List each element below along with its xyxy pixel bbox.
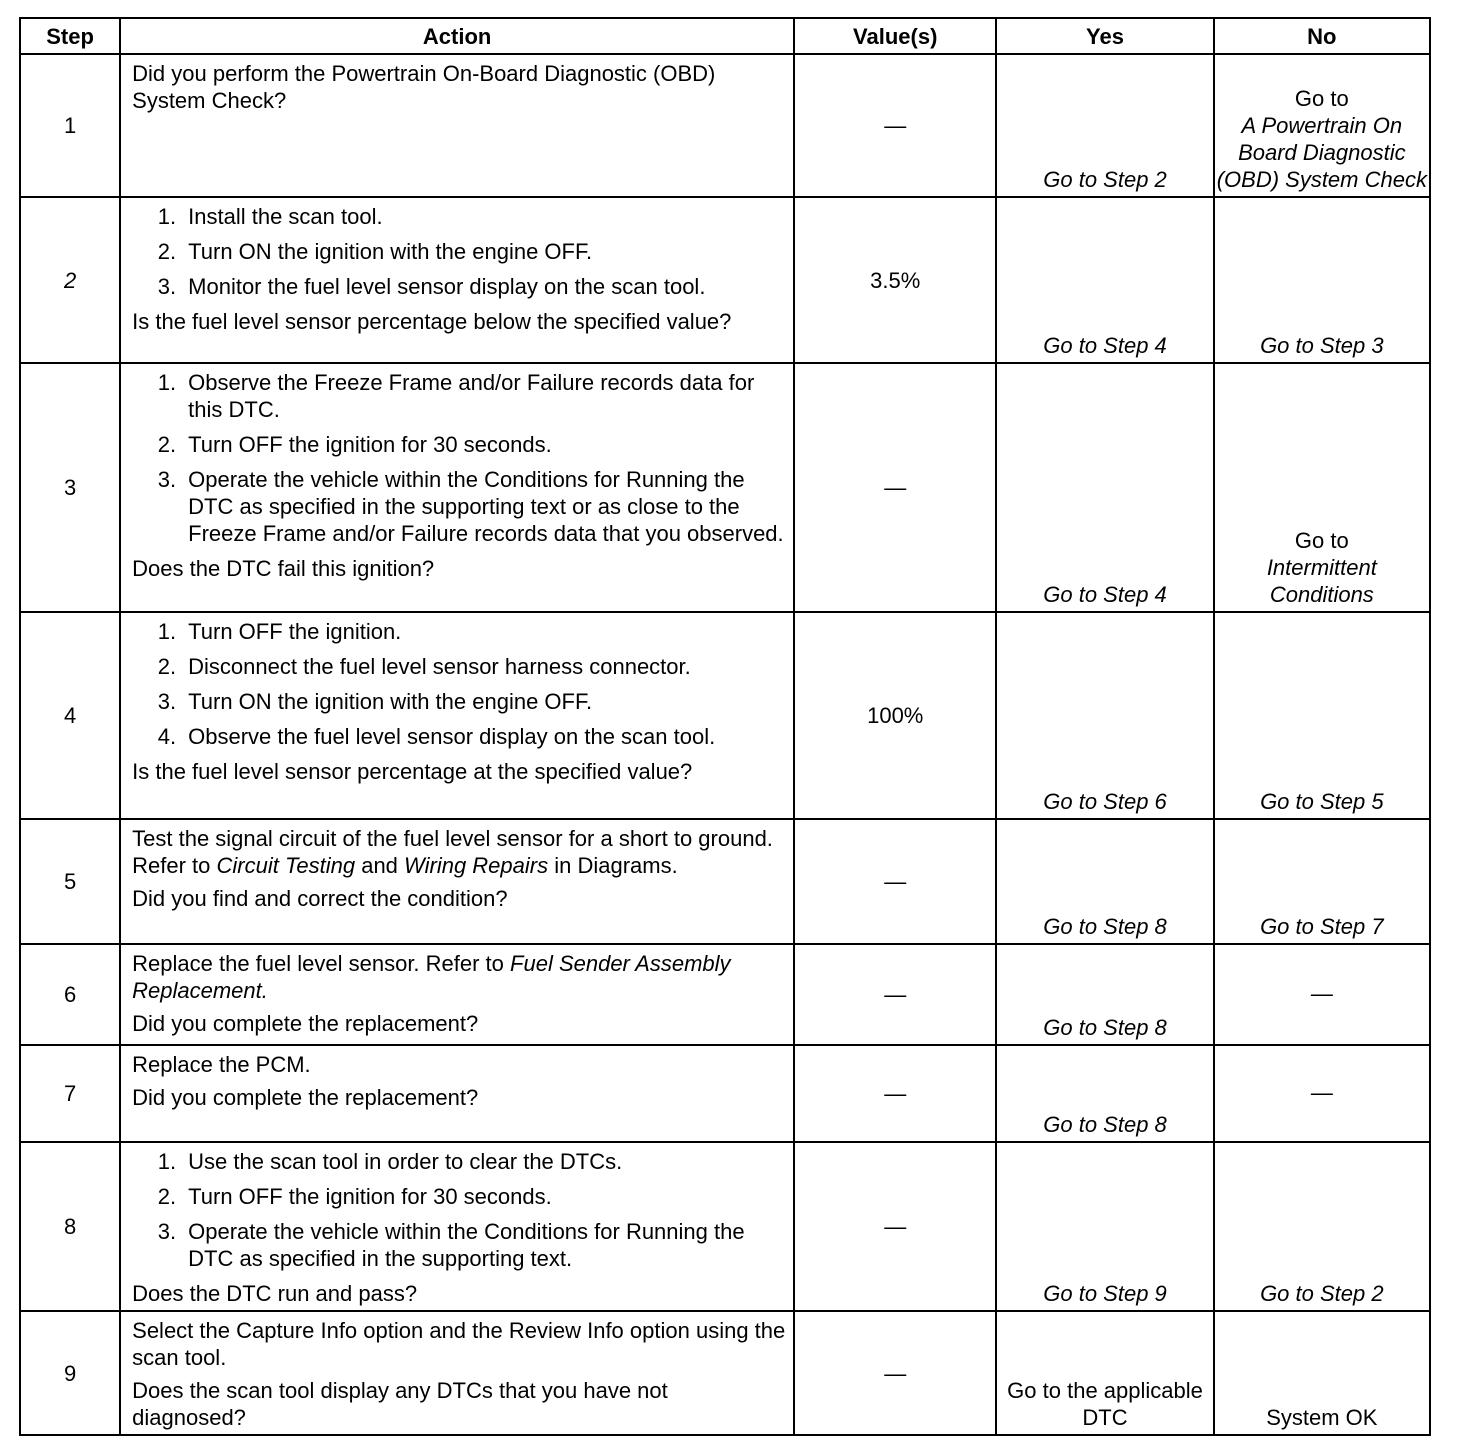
value-cell: 3.5% — [794, 197, 996, 363]
value-cell: — — [794, 1045, 996, 1142]
value-cell: — — [794, 54, 996, 197]
header-row — [20, 18, 1430, 54]
reference-wiring-repairs[interactable]: Wiring Repairs — [404, 853, 549, 878]
step-number: 6 — [20, 944, 120, 1045]
table-row — [20, 1311, 1430, 1435]
table-row — [20, 54, 1430, 197]
action-list — [132, 203, 787, 300]
table-row — [20, 612, 1430, 819]
action-list-item: 3. Monitor the fuel level sensor display on the scan tool. — [157, 274, 706, 299]
reference-circuit-testing[interactable]: Circuit Testing — [216, 853, 356, 878]
action-instruction: Replace the fuel level sensor. Refer to Fuel Sender Assembly Replacement. — [132, 951, 731, 1003]
no-reference: Intermittent Conditions — [1266, 555, 1377, 607]
yes-cell[interactable]: Go to the applicable DTC — [996, 1311, 1213, 1435]
action-list-item: 3. Operate the vehicle within the Conditions for Running the DTC as specified in the supporting text. — [157, 1219, 745, 1271]
action-list-item: 1. Install the scan tool. — [157, 204, 383, 229]
value-cell: 100% — [794, 612, 996, 819]
no-prefix: Go to — [1294, 528, 1349, 553]
yes-cell[interactable]: Go to Step 4 — [996, 363, 1213, 612]
action-instruction: Replace the PCM. — [132, 1052, 311, 1077]
action-list-item: 4. Observe the fuel level sensor display on the scan tool. — [157, 724, 716, 749]
step-number: 1 — [20, 54, 120, 197]
action-question: Does the DTC fail this ignition? — [132, 556, 435, 581]
action-instruction: Test the signal circuit of the fuel level sensor for a short to ground. Refer to Circuit Testing and Wiring Repairs in Diagrams. — [132, 826, 773, 878]
table-row — [20, 819, 1430, 944]
table-row — [20, 1142, 1430, 1311]
action-question: Is the fuel level sensor percentage below the specified value? — [132, 309, 732, 334]
value-cell: — — [794, 944, 996, 1045]
action-question: Does the scan tool display any DTCs that you have not diagnosed? — [132, 1378, 668, 1430]
action-list-item: 1. Turn OFF the ignition. — [157, 619, 402, 644]
yes-cell[interactable]: Go to Step 6 — [996, 612, 1213, 819]
action-list-item: 2. Disconnect the fuel level sensor harness connector. — [157, 654, 691, 679]
step-number: 2 — [20, 197, 120, 363]
action-question: Did you find and correct the condition? — [132, 886, 508, 911]
action-instruction: Select the Capture Info option and the Review Info option using the scan tool. — [132, 1318, 786, 1370]
table-row — [20, 1045, 1430, 1142]
action-list-item: 1. Observe the Freeze Frame and/or Failure records data for this DTC. — [157, 370, 755, 422]
action-question: Does the DTC run and pass? — [132, 1281, 418, 1306]
action-list-item: 2. Turn OFF the ignition for 30 seconds. — [157, 432, 552, 457]
table-row — [20, 197, 1430, 363]
value-cell: — — [794, 819, 996, 944]
action-cell — [120, 944, 794, 1045]
reference-fuel-sender-replacement[interactable]: Fuel Sender Assembly Replacement. — [132, 951, 731, 1003]
table-row — [20, 363, 1430, 612]
no-cell: System OK — [1214, 1311, 1430, 1435]
step-number: 7 — [20, 1045, 120, 1142]
header-values: Value(s) — [794, 18, 996, 54]
no-cell: — — [1214, 944, 1430, 1045]
step-number: 5 — [20, 819, 120, 944]
diagnostic-table — [19, 17, 1431, 1436]
action-cell — [120, 197, 794, 363]
action-question: Is the fuel level sensor percentage at the specified value? — [132, 759, 693, 784]
action-list — [132, 1148, 787, 1272]
action-cell — [120, 1045, 794, 1142]
action-question: Did you complete the replacement? — [132, 1011, 479, 1036]
action-cell — [120, 819, 794, 944]
step-number: 3 — [20, 363, 120, 612]
no-cell[interactable] — [1214, 363, 1430, 612]
value-cell: — — [794, 1142, 996, 1311]
step-number: 8 — [20, 1142, 120, 1311]
header-yes: Yes — [996, 18, 1213, 54]
action-list-item: 3. Operate the vehicle within the Conditions for Running the DTC as specified in the supporting text or as close to the Freeze Frame and/or Failure records data that you observed. — [157, 467, 784, 546]
action-list-item: 2. Turn ON the ignition with the engine OFF. — [157, 239, 593, 264]
header-action: Action — [120, 18, 794, 54]
header-step: Step — [20, 18, 120, 54]
no-cell: — — [1214, 1045, 1430, 1142]
action-question: Did you complete the replacement? — [132, 1085, 479, 1110]
yes-cell[interactable]: Go to Step 8 — [996, 1045, 1213, 1142]
no-cell[interactable]: Go to Step 2 — [1214, 1142, 1430, 1311]
no-prefix: Go to — [1294, 86, 1349, 111]
action-cell — [120, 1142, 794, 1311]
no-reference: A Powertrain On Board Diagnostic (OBD) System Check — [1216, 113, 1427, 192]
step-number: 9 — [20, 1311, 120, 1435]
table-row — [20, 944, 1430, 1045]
action-list-item: 2. Turn OFF the ignition for 30 seconds. — [157, 1184, 552, 1209]
action-list-item: 3. Turn ON the ignition with the engine OFF. — [157, 689, 593, 714]
action-list — [132, 369, 787, 547]
yes-cell[interactable]: Go to Step 2 — [996, 54, 1213, 197]
action-cell — [120, 363, 794, 612]
no-cell[interactable]: Go to Step 3 — [1214, 197, 1430, 363]
no-cell[interactable]: Go to Step 7 — [1214, 819, 1430, 944]
action-question: Did you perform the Powertrain On-Board Diagnostic (OBD) System Check? — [132, 61, 716, 113]
action-cell — [120, 612, 794, 819]
action-list — [132, 618, 787, 750]
no-cell[interactable] — [1214, 54, 1430, 197]
value-cell: — — [794, 363, 996, 612]
header-no: No — [1214, 18, 1430, 54]
value-cell: — — [794, 1311, 996, 1435]
yes-cell[interactable]: Go to Step 9 — [996, 1142, 1213, 1311]
no-cell[interactable]: Go to Step 5 — [1214, 612, 1430, 819]
action-list-item: 1. Use the scan tool in order to clear the DTCs. — [157, 1149, 623, 1174]
yes-cell[interactable]: Go to Step 8 — [996, 944, 1213, 1045]
yes-cell[interactable]: Go to Step 4 — [996, 197, 1213, 363]
step-number: 4 — [20, 612, 120, 819]
action-cell — [120, 1311, 794, 1435]
action-cell — [120, 54, 794, 197]
yes-cell[interactable]: Go to Step 8 — [996, 819, 1213, 944]
